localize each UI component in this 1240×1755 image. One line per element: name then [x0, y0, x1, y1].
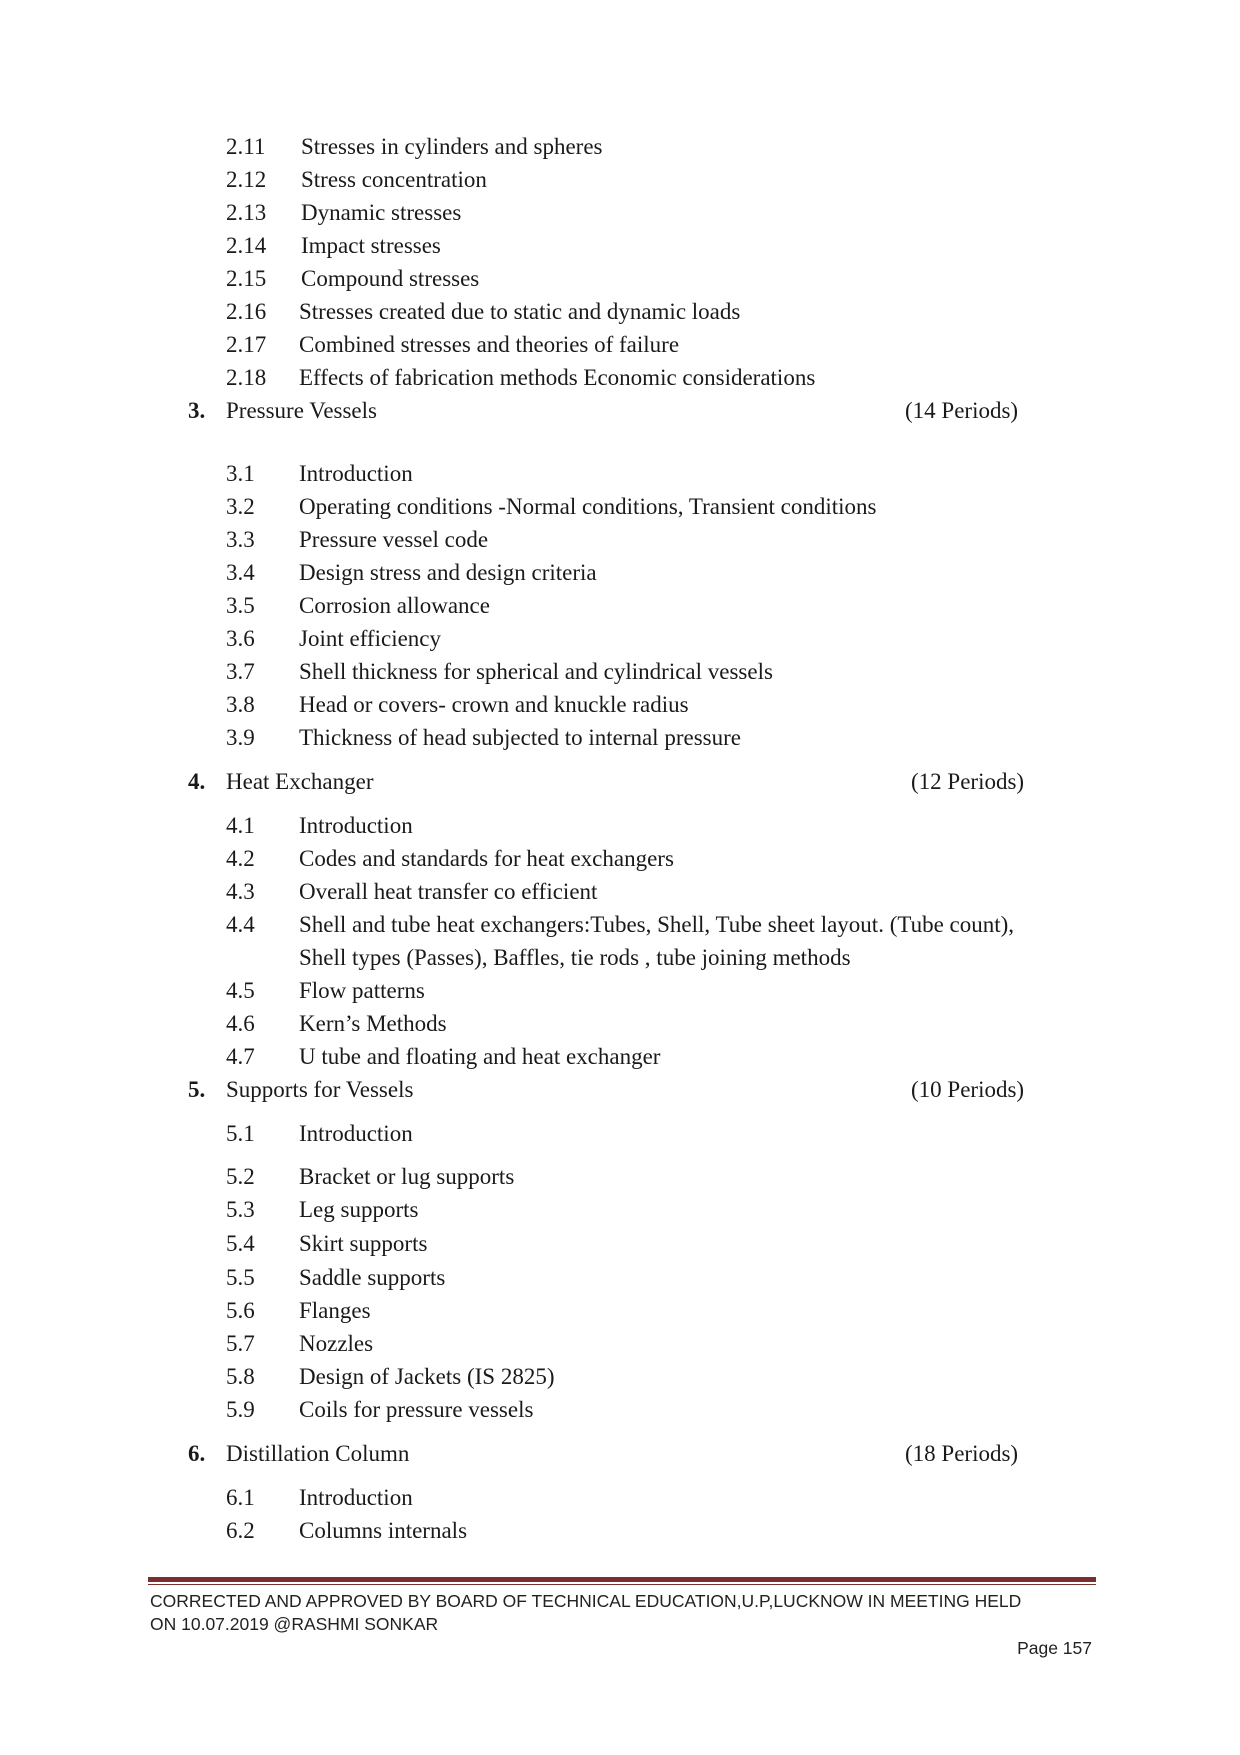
section-title: Pressure Vessels [226, 398, 377, 423]
footer-line-2: ON 10.07.2019 @RASHMI SONKAR [150, 1614, 439, 1634]
item-text: Flanges [299, 1298, 371, 1323]
item-number: 5.4 [226, 1231, 255, 1256]
item-number: 2.13 [226, 200, 267, 225]
item-number: 3.6 [226, 626, 255, 651]
item-text: Shell and tube heat exchangers:Tubes, Shell, Tube sheet layout. (Tube count), [299, 912, 1015, 937]
item-number: 6.2 [226, 1518, 255, 1543]
section-title: Heat Exchanger [226, 769, 374, 794]
item-text: Operating conditions -Normal conditions, Transient conditions [299, 494, 877, 519]
footer-divider [148, 1577, 1096, 1582]
item-number: 5.9 [226, 1397, 255, 1422]
item-text: Shell types (Passes), Baffles, tie rods , tube joining methods [299, 945, 851, 970]
item-text: Skirt supports [299, 1231, 428, 1256]
item-number: 6.1 [226, 1485, 255, 1510]
item-number: 5.6 [226, 1298, 255, 1323]
item-text: Kern’s Methods [299, 1011, 447, 1036]
item-number: 4.3 [226, 879, 255, 904]
section-title: Distillation Column [226, 1441, 410, 1466]
item-number: 2.18 [226, 365, 267, 390]
page-number: Page 157 [1017, 1638, 1092, 1658]
item-text: U tube and floating and heat exchanger [299, 1044, 661, 1069]
item-number: 4.2 [226, 846, 255, 871]
section-title: Supports for Vessels [226, 1077, 414, 1102]
item-text: Corrosion allowance [299, 593, 490, 618]
item-number: 4.4 [226, 912, 255, 937]
item-text: Introduction [299, 1485, 413, 1510]
item-number: 5.2 [226, 1164, 255, 1189]
item-number: 3.4 [226, 560, 255, 585]
item-number: 2.17 [226, 332, 267, 357]
item-text: Columns internals [299, 1518, 468, 1543]
section-periods: (14 Periods) [905, 398, 1019, 423]
item-number: 4.7 [226, 1044, 255, 1069]
section-periods: (10 Periods) [911, 1077, 1025, 1102]
item-text: Flow patterns [299, 978, 425, 1003]
item-text: Coils for pressure vessels [299, 1397, 534, 1422]
item-text: Combined stresses and theories of failure [299, 332, 680, 357]
item-text: Introduction [299, 813, 413, 838]
item-text: Thickness of head subjected to internal pressure [299, 725, 741, 750]
item-number: 3.9 [226, 725, 255, 750]
item-text: Stress concentration [301, 167, 487, 192]
item-number: 2.15 [226, 266, 267, 291]
item-number: 3.3 [226, 527, 255, 552]
section-periods: (12 Periods) [911, 769, 1025, 794]
footer-line-1: CORRECTED AND APPROVED BY BOARD OF TECHNICAL EDUCATION,U.P,LUCKNOW IN MEETING HELD [150, 1591, 1022, 1611]
item-text: Design of Jackets (IS 2825) [299, 1364, 555, 1389]
item-text: Stresses in cylinders and spheres [301, 134, 603, 159]
item-number: 4.1 [226, 813, 255, 838]
section-number: 6. [188, 1441, 206, 1466]
section-periods: (18 Periods) [905, 1441, 1019, 1466]
section-number: 4. [188, 769, 206, 794]
item-text: Introduction [299, 461, 413, 486]
item-text: Saddle supports [299, 1265, 446, 1290]
item-number: 2.16 [226, 299, 267, 324]
item-number: 2.14 [226, 233, 267, 258]
item-text: Shell thickness for spherical and cylindrical vessels [299, 659, 773, 684]
item-text: Introduction [299, 1121, 413, 1146]
item-text: Stresses created due to static and dynamic loads [299, 299, 741, 324]
item-text: Design stress and design criteria [299, 560, 597, 585]
item-text: Effects of fabrication methods Economic considerations [299, 365, 816, 390]
item-text: Dynamic stresses [301, 200, 462, 225]
item-number: 4.6 [226, 1011, 255, 1036]
item-text: Compound stresses [301, 266, 480, 291]
item-number: 3.5 [226, 593, 255, 618]
item-number: 3.1 [226, 461, 255, 486]
item-number: 5.1 [226, 1121, 255, 1146]
item-number: 5.5 [226, 1265, 255, 1290]
item-text: Overall heat transfer co efficient [299, 879, 598, 904]
item-number: 3.2 [226, 494, 255, 519]
item-number: 2.12 [226, 167, 267, 192]
item-text: Joint efficiency [299, 626, 441, 651]
item-text: Pressure vessel code [299, 527, 489, 552]
item-number: 3.7 [226, 659, 255, 684]
section-number: 3. [188, 398, 206, 423]
item-number: 5.7 [226, 1331, 255, 1356]
item-text: Codes and standards for heat exchangers [299, 846, 674, 871]
item-number: 5.8 [226, 1364, 255, 1389]
footer-divider-thin [148, 1584, 1096, 1585]
item-number: 3.8 [226, 692, 255, 717]
item-text: Impact stresses [301, 233, 441, 258]
item-text: Bracket or lug supports [299, 1164, 515, 1189]
item-number: 2.11 [226, 134, 266, 159]
item-text: Head or covers- crown and knuckle radius [299, 692, 689, 717]
section-number: 5. [188, 1077, 206, 1102]
item-text: Leg supports [299, 1197, 419, 1222]
item-number: 5.3 [226, 1197, 255, 1222]
item-number: 4.5 [226, 978, 255, 1003]
item-text: Nozzles [299, 1331, 374, 1356]
footer-note [150, 1590, 1090, 1636]
